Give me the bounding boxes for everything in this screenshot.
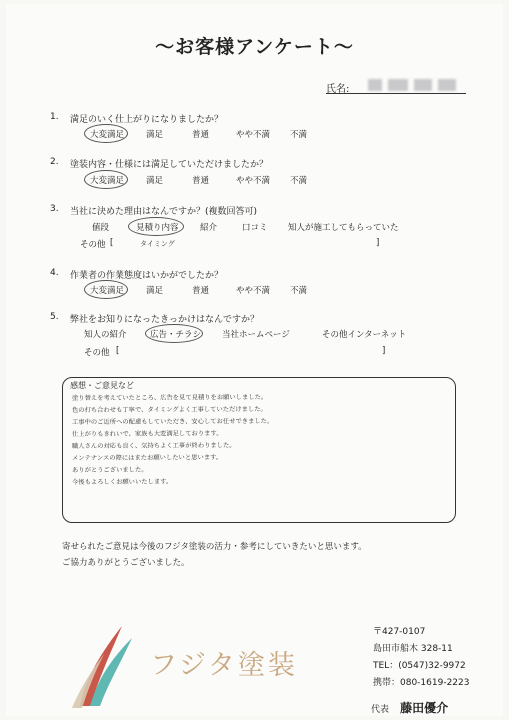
rep-label: 代表 (371, 705, 390, 715)
option[interactable]: 不満 (290, 176, 308, 186)
rep-name: 藤田優介 (400, 701, 449, 715)
comment-line: 職人さんの対応も良く、気持ちよく工事が終わりました。 (71, 442, 236, 450)
company-postal: 〒427-0107 (373, 627, 426, 637)
option[interactable]: 大変満足 (90, 130, 125, 140)
redacted-name-part (438, 79, 456, 91)
question-number: 5. (50, 312, 59, 322)
question-number: 4. (50, 268, 59, 278)
question-text: 塗装内容・仕様には満足していただけましたか？ (70, 160, 269, 170)
option[interactable]: 大変満足 (90, 176, 125, 186)
option[interactable]: 満足 (146, 286, 164, 296)
option[interactable]: 値段 (92, 223, 110, 233)
option[interactable]: やや不満 (236, 286, 271, 296)
option[interactable]: 当社ホームページ (222, 330, 290, 340)
question-text: 当社に決めた理由はなんですか？(複数回答可) (70, 207, 258, 217)
company-address: 島田市船木 328-11 (373, 644, 453, 654)
question-text: 作業者の作業態度はいかがでしたか？ (70, 271, 224, 281)
bracket-close: ] (382, 346, 386, 356)
comment-line: 今後もよろしくお願いいたします。 (71, 478, 173, 486)
question-text: 満足のいく仕上がりになりましたか？ (70, 115, 224, 125)
survey-sheet (6, 4, 503, 716)
option[interactable]: 大変満足 (90, 286, 125, 296)
question-number: 2. (50, 157, 59, 167)
other-label: その他 (84, 348, 110, 358)
option[interactable]: 知人が施工してもらっていた (288, 223, 399, 233)
question-number: 3. (50, 204, 59, 214)
other-label: その他 (80, 240, 106, 250)
redacted-name-part (368, 79, 382, 91)
selected-option-circle (145, 324, 203, 343)
company-logo-text: フジタ塗装 (150, 650, 298, 681)
bracket-open: [ (116, 346, 120, 356)
option[interactable]: 口コミ (242, 223, 268, 233)
comment-line: ありがとうございました。 (71, 466, 148, 474)
selected-option-circle (84, 280, 128, 299)
bracket-close: ] (376, 238, 380, 248)
option[interactable]: 不満 (290, 286, 308, 296)
bracket-open: [ (110, 238, 114, 248)
selected-option-circle (84, 170, 128, 189)
option[interactable]: やや不満 (236, 176, 271, 186)
company-tel: TEL：(0547)32-9972 (373, 661, 466, 671)
other-handwritten-value[interactable]: タイミング (140, 240, 175, 248)
page-title: 〜お客様アンケート〜 (155, 36, 354, 58)
company-mobile: 携帯：080-1619-2223 (373, 678, 470, 688)
option[interactable]: 普通 (192, 176, 210, 186)
brush-logo-icon (60, 614, 140, 714)
option[interactable]: 見積り内容 (136, 223, 179, 233)
name-underline (326, 93, 466, 94)
comment-line: 色の打ち合わせも丁寧で、タイミングよく工事していただけました。 (71, 405, 267, 414)
selected-option-circle (84, 124, 128, 143)
footer-message: 寄せられたご意見は今後のフジタ塗装の活力・参考にしていきたいと思います。 (62, 542, 367, 552)
option[interactable]: 紹介 (200, 223, 218, 233)
option[interactable]: 満足 (146, 130, 164, 140)
redacted-name-part (414, 79, 432, 91)
comment-line: 工事中のご近所への配慮もしていただき、安心してお任せできました。 (71, 417, 274, 426)
option[interactable]: 満足 (146, 176, 164, 186)
option[interactable]: 知人の紹介 (84, 330, 127, 340)
option[interactable]: 広告・チラシ (150, 330, 202, 340)
comment-line: メンテナンスの際にはまたお願いしたいと思います。 (71, 454, 223, 462)
redacted-name-part (388, 79, 408, 91)
representative (371, 697, 448, 716)
footer-thanks: ご協力ありがとうございました。 (62, 558, 190, 568)
option[interactable]: 普通 (192, 130, 210, 140)
comment-handwriting (72, 392, 452, 488)
option[interactable]: 不満 (290, 130, 308, 140)
question-number: 1. (50, 112, 59, 122)
question-text: 弊社をお知りになったきっかけはなんですか？ (70, 315, 260, 325)
name-label: 氏名: (326, 84, 350, 95)
comment-line: 仕上がりもきれいで、家族も大変満足しております。 (71, 430, 223, 438)
selected-option-circle (128, 217, 184, 236)
comment-line: 塗り替えを考えていたところ、広告を見て見積りをお願いしました。 (71, 393, 268, 402)
comment-title: 感想・ご意見など (70, 381, 134, 390)
option[interactable]: 普通 (192, 286, 210, 296)
option[interactable]: その他インターネット (322, 330, 407, 340)
option[interactable]: やや不満 (236, 130, 271, 140)
